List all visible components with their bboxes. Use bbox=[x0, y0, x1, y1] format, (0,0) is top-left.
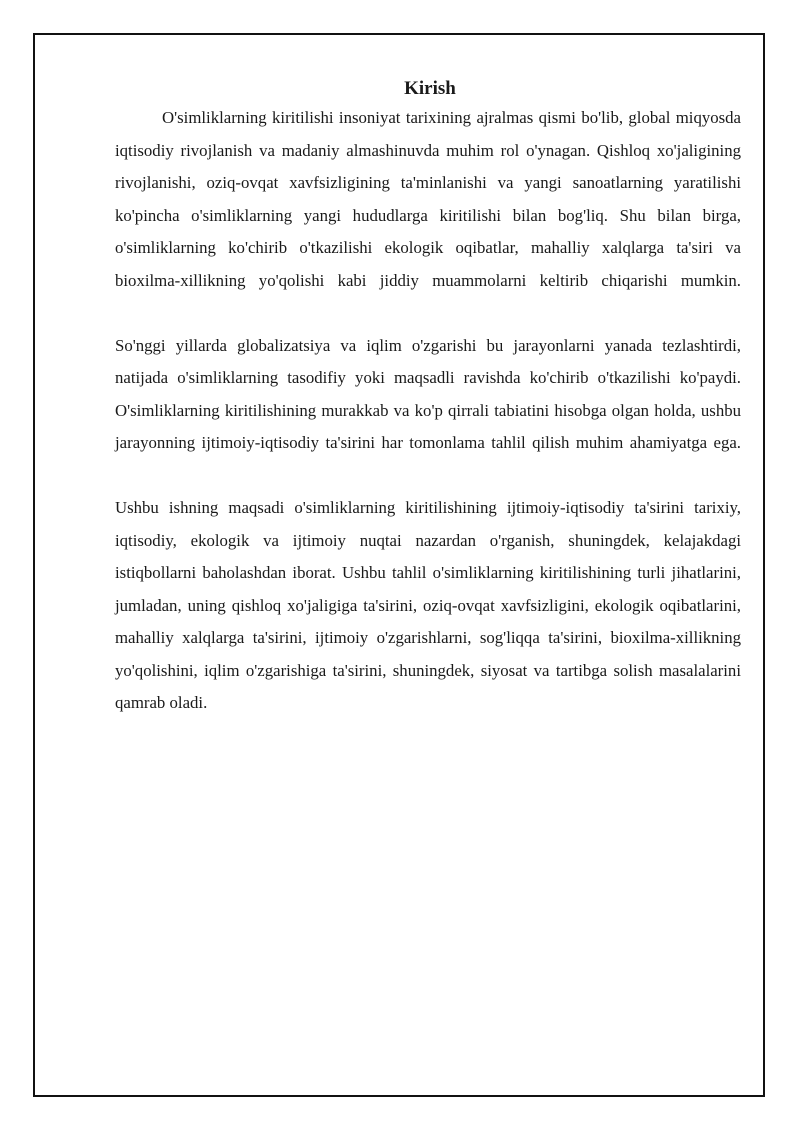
paragraph-1: O'simliklarning kiritilishi insoniyat tarixining ajralmas qismi bo'lib, global miqyosda iqtisodiy rivojlanish va madaniy almashinuvda muhim rol o'ynagan. Qishloq xo'jaligining rivojlanishi, oziq-ovqat xavfsizligining ta'minlanishi va yangi sanoatlarning yaratilishi ko'pincha o'simliklarning yangi hududlarga kiritilishi bilan bog'liq. Shu bilan birga, o'simliklarning ko'chirib o'tkazilishi ekologik oqibatlar, mahalliy xalqlarga ta'siri va bioxilma-xillikning yo'qolishi kabi jiddiy muammolarni keltirib chiqarishi mumkin. bbox=[115, 108, 741, 290]
paragraph-3: Ushbu ishning maqsadi o'simliklarning kiritilishining ijtimoiy-iqtisodiy ta'sirini tarixiy, iqtisodiy, ekologik va ijtimoiy nuqtai nazardan o'rganish, shuningdek, kelajakdagi istiqbollarni baholashdan iborat. Ushbu tahlil o'simliklarning kiritilishining turli jihatlarini, jumladan, uning qishloq xo'jaligiga ta'sirini, oziq-ovqat xavfsizligini, ekologik oqibatlarini, mahalliy xalqlarga ta'sirini, ijtimoiy o'zgarishlarni, sog'liqqa ta'sirini, bioxilma-xillikning yo'qolishini, iqlim o'zgarishiga ta'sirini, shuningdek, siyosat va tartibga solish masalalarini qamrab oladi. bbox=[115, 498, 741, 712]
paragraph-gap bbox=[115, 460, 741, 493]
document-body bbox=[115, 75, 741, 720]
paragraph-gap bbox=[115, 297, 741, 330]
paragraph-2: So'nggi yillarda globalizatsiya va iqlim o'zgarishi bu jarayonlarni yanada tezlashtirdi, natijada o'simliklarning tasodifiy yoki maqsadli ravishda ko'chirib o'tkazilishi ko'paydi. O'simliklarning kiritilishining murakkab va ko'p qirrali tabiatini hisobga olgan holda, ushbu jarayonning ijtimoiy-iqtisodiy ta'sirini har tomonlama tahlil qilish muhim ahamiyatga ega. bbox=[115, 335, 741, 452]
page-title: Kirish bbox=[404, 78, 456, 99]
